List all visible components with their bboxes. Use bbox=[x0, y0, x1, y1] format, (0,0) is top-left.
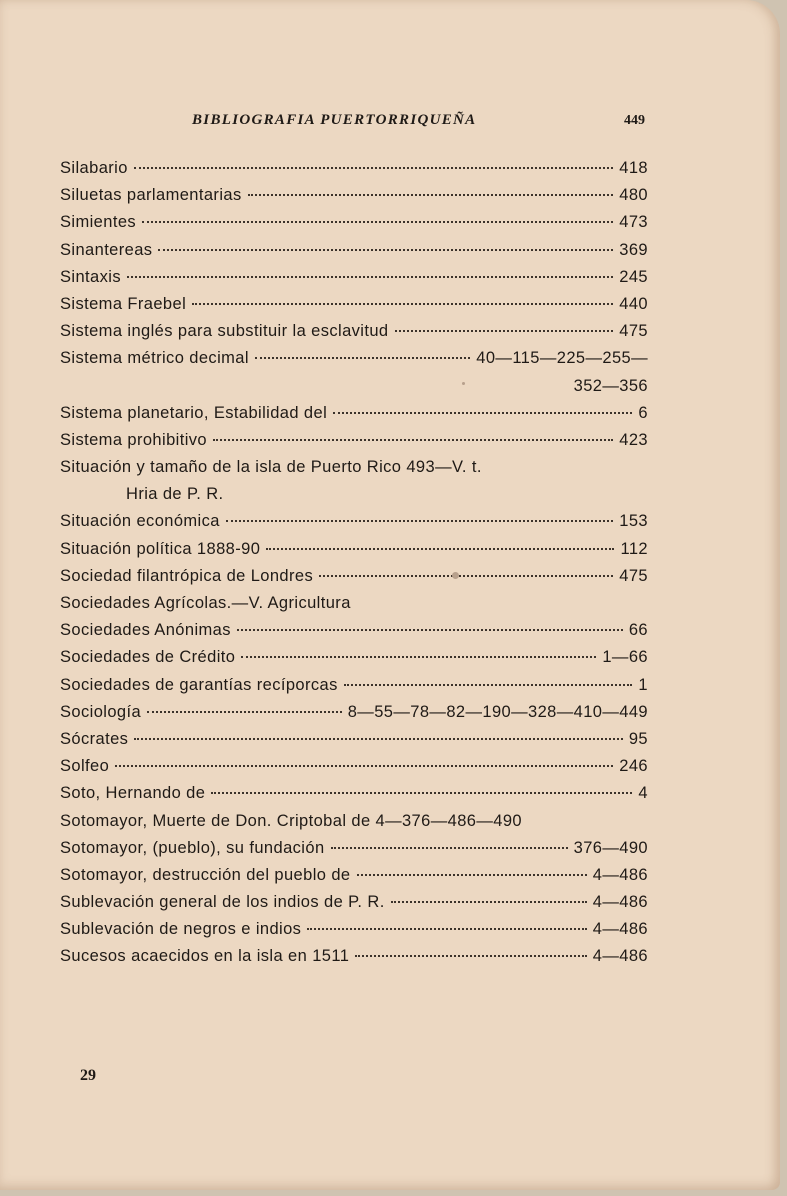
dot-leader bbox=[142, 221, 613, 223]
index-entry-line bbox=[60, 209, 648, 236]
running-title: BIBLIOGRAFIA PUERTORRIQUEÑA bbox=[192, 112, 477, 128]
dot-leader bbox=[248, 194, 614, 196]
index-term: Sinantereas bbox=[60, 240, 153, 259]
index-pages: 95 bbox=[628, 729, 648, 748]
index-entry-line bbox=[60, 644, 648, 671]
index-continuation: 352—356 bbox=[573, 376, 648, 395]
index-entry-line bbox=[60, 400, 648, 427]
index-entry bbox=[60, 508, 648, 535]
index-entry bbox=[60, 672, 648, 699]
index-term: Sociología bbox=[60, 702, 142, 721]
index-entry-line bbox=[60, 753, 648, 780]
index-entry bbox=[60, 237, 648, 264]
index-pages: 418 bbox=[619, 159, 648, 177]
dot-leader bbox=[333, 412, 632, 414]
index-entry-line bbox=[60, 862, 648, 889]
dot-leader bbox=[355, 955, 587, 957]
index-pages: 245 bbox=[619, 267, 648, 286]
dot-leader bbox=[237, 629, 623, 631]
dot-leader bbox=[158, 249, 613, 251]
dot-leader bbox=[319, 575, 613, 577]
dot-leader bbox=[192, 303, 613, 305]
index-pages: 66 bbox=[628, 621, 648, 640]
index-entry bbox=[60, 753, 648, 780]
index-term: Sociedades Anónimas bbox=[60, 621, 231, 640]
dot-leader bbox=[241, 656, 596, 658]
index-term: Sintaxis bbox=[60, 267, 121, 286]
index-entry bbox=[60, 699, 648, 726]
dot-leader bbox=[127, 276, 613, 278]
index-entry bbox=[60, 155, 648, 182]
index-entry-line bbox=[60, 590, 648, 617]
index-term: Sotomayor, destrucción del pueblo de bbox=[60, 865, 351, 884]
index-entry-line bbox=[60, 536, 648, 563]
dot-leader bbox=[255, 357, 470, 359]
index-term: Sociedad filantrópica de Londres bbox=[60, 566, 314, 585]
index-entry-line bbox=[60, 916, 648, 943]
index-term: Sistema prohibitivo bbox=[60, 430, 207, 449]
index-pages: 1 bbox=[638, 675, 648, 694]
index-entry-line bbox=[60, 699, 648, 726]
index-term: Sucesos acaecidos en la isla en 1511 bbox=[60, 947, 350, 966]
index-entry-line bbox=[60, 182, 648, 209]
index-entry-line bbox=[60, 835, 648, 862]
index-entry bbox=[60, 590, 648, 617]
index-pages: 40—115—225—255— bbox=[476, 349, 648, 368]
index-entry-line bbox=[60, 808, 648, 835]
index-term: Sistema métrico decimal bbox=[60, 349, 249, 368]
index-term: Sistema planetario, Estabilidad del bbox=[60, 403, 328, 422]
index-pages: 4—486 bbox=[592, 893, 648, 912]
dot-leader bbox=[357, 874, 587, 876]
dot-leader bbox=[147, 711, 342, 713]
index-entry-line bbox=[60, 617, 648, 644]
index-pages: 440 bbox=[619, 294, 648, 313]
index-pages: 112 bbox=[620, 539, 648, 558]
index-entry bbox=[60, 427, 648, 454]
index-continuation: Hria de P. R. bbox=[126, 485, 224, 504]
index-entry bbox=[60, 862, 648, 889]
index-pages: 246 bbox=[619, 757, 648, 776]
index-pages: 376—490 bbox=[573, 838, 648, 857]
index-term: Sotomayor, Muerte de Don. Criptobal de 4—376—486—490 bbox=[60, 811, 522, 830]
dot-leader bbox=[307, 928, 586, 930]
index-entry-line bbox=[60, 726, 648, 753]
index-entry bbox=[60, 536, 648, 563]
index-entry bbox=[60, 780, 648, 807]
index-entry bbox=[60, 835, 648, 862]
dot-leader bbox=[391, 901, 587, 903]
index-entry-line bbox=[60, 943, 648, 970]
index-term: Siluetas parlamentarias bbox=[60, 186, 242, 205]
index-term: Sistema Fraebel bbox=[60, 294, 187, 313]
index-term: Sócrates bbox=[60, 729, 129, 748]
index-pages: 475 bbox=[619, 566, 648, 585]
dot-leader bbox=[213, 439, 613, 441]
dot-leader bbox=[134, 167, 613, 169]
page-header bbox=[0, 112, 780, 136]
index-term: Situación y tamaño de la isla de Puerto Rico 493—V. t. bbox=[60, 458, 482, 477]
index-term: Situación política 1888-90 bbox=[60, 539, 261, 558]
index-entry bbox=[60, 400, 648, 427]
index-entry bbox=[60, 808, 648, 835]
index-pages: 4—486 bbox=[592, 865, 648, 884]
index-entry-line bbox=[60, 454, 648, 481]
paper-speck bbox=[452, 572, 459, 579]
page-number: 449 bbox=[624, 113, 645, 128]
index-pages: 4—486 bbox=[592, 947, 648, 966]
index-term: Sublevación de negros e indios bbox=[60, 920, 302, 939]
index-term: Sociedades de Crédito bbox=[60, 648, 236, 667]
index-entry-line bbox=[60, 264, 648, 291]
index-pages: 153 bbox=[619, 512, 648, 531]
index-entry bbox=[60, 889, 648, 916]
index-entry-line bbox=[60, 237, 648, 264]
index-list bbox=[60, 155, 648, 971]
index-term: Sistema inglés para substituir la esclavitud bbox=[60, 322, 389, 341]
index-entry bbox=[60, 454, 648, 508]
index-entry bbox=[60, 563, 648, 590]
index-pages: 6 bbox=[638, 403, 648, 422]
index-pages: 480 bbox=[619, 186, 648, 205]
index-pages: 4 bbox=[638, 784, 648, 803]
index-pages: 1—66 bbox=[602, 648, 648, 667]
signature-number: 29 bbox=[80, 1067, 96, 1084]
dot-leader bbox=[266, 548, 614, 550]
dot-leader bbox=[395, 330, 614, 332]
dot-leader bbox=[331, 847, 568, 849]
index-term: Soto, Hernando de bbox=[60, 784, 206, 803]
index-entry bbox=[60, 182, 648, 209]
index-pages: 473 bbox=[619, 213, 648, 232]
dot-leader bbox=[226, 520, 613, 522]
index-entry bbox=[60, 916, 648, 943]
index-pages: 423 bbox=[619, 430, 648, 449]
index-entry-line bbox=[60, 291, 648, 318]
index-entry bbox=[60, 318, 648, 345]
index-pages: 369 bbox=[619, 240, 648, 259]
index-entry-line bbox=[60, 780, 648, 807]
index-term: Sotomayor, (pueblo), su fundación bbox=[60, 838, 325, 857]
index-entry bbox=[60, 644, 648, 671]
paper-speck bbox=[462, 382, 465, 385]
index-entry-line bbox=[60, 672, 648, 699]
index-entry-line bbox=[60, 318, 648, 345]
index-entry bbox=[60, 209, 648, 236]
dot-leader bbox=[211, 792, 632, 794]
index-entry-line bbox=[60, 155, 648, 182]
index-term: Simientes bbox=[60, 213, 137, 232]
index-term: Sociedades de garantías recíporcas bbox=[60, 675, 338, 694]
index-entry bbox=[60, 617, 648, 644]
index-term: Situación económica bbox=[60, 512, 220, 531]
index-entry-line bbox=[60, 427, 648, 454]
index-pages: 475 bbox=[619, 322, 648, 341]
index-entry bbox=[60, 726, 648, 753]
dot-leader bbox=[115, 765, 613, 767]
index-entry-line bbox=[60, 508, 648, 535]
index-pages: 8—55—78—82—190—328—410—449 bbox=[347, 702, 648, 721]
index-entry bbox=[60, 264, 648, 291]
dot-leader bbox=[344, 684, 633, 686]
index-entry bbox=[60, 943, 648, 970]
index-term: Sociedades Agrícolas.—V. Agricultura bbox=[60, 594, 351, 613]
index-entry-line bbox=[60, 889, 648, 916]
index-pages: 4—486 bbox=[592, 920, 648, 939]
index-term: Silabario bbox=[60, 159, 128, 177]
dot-leader bbox=[134, 738, 623, 740]
index-term: Sublevación general de los indios de P. R. bbox=[60, 893, 385, 912]
index-entry-line bbox=[60, 345, 648, 372]
index-entry-line bbox=[60, 563, 648, 590]
index-entry bbox=[60, 345, 648, 399]
index-term: Solfeo bbox=[60, 757, 110, 776]
index-entry bbox=[60, 291, 648, 318]
